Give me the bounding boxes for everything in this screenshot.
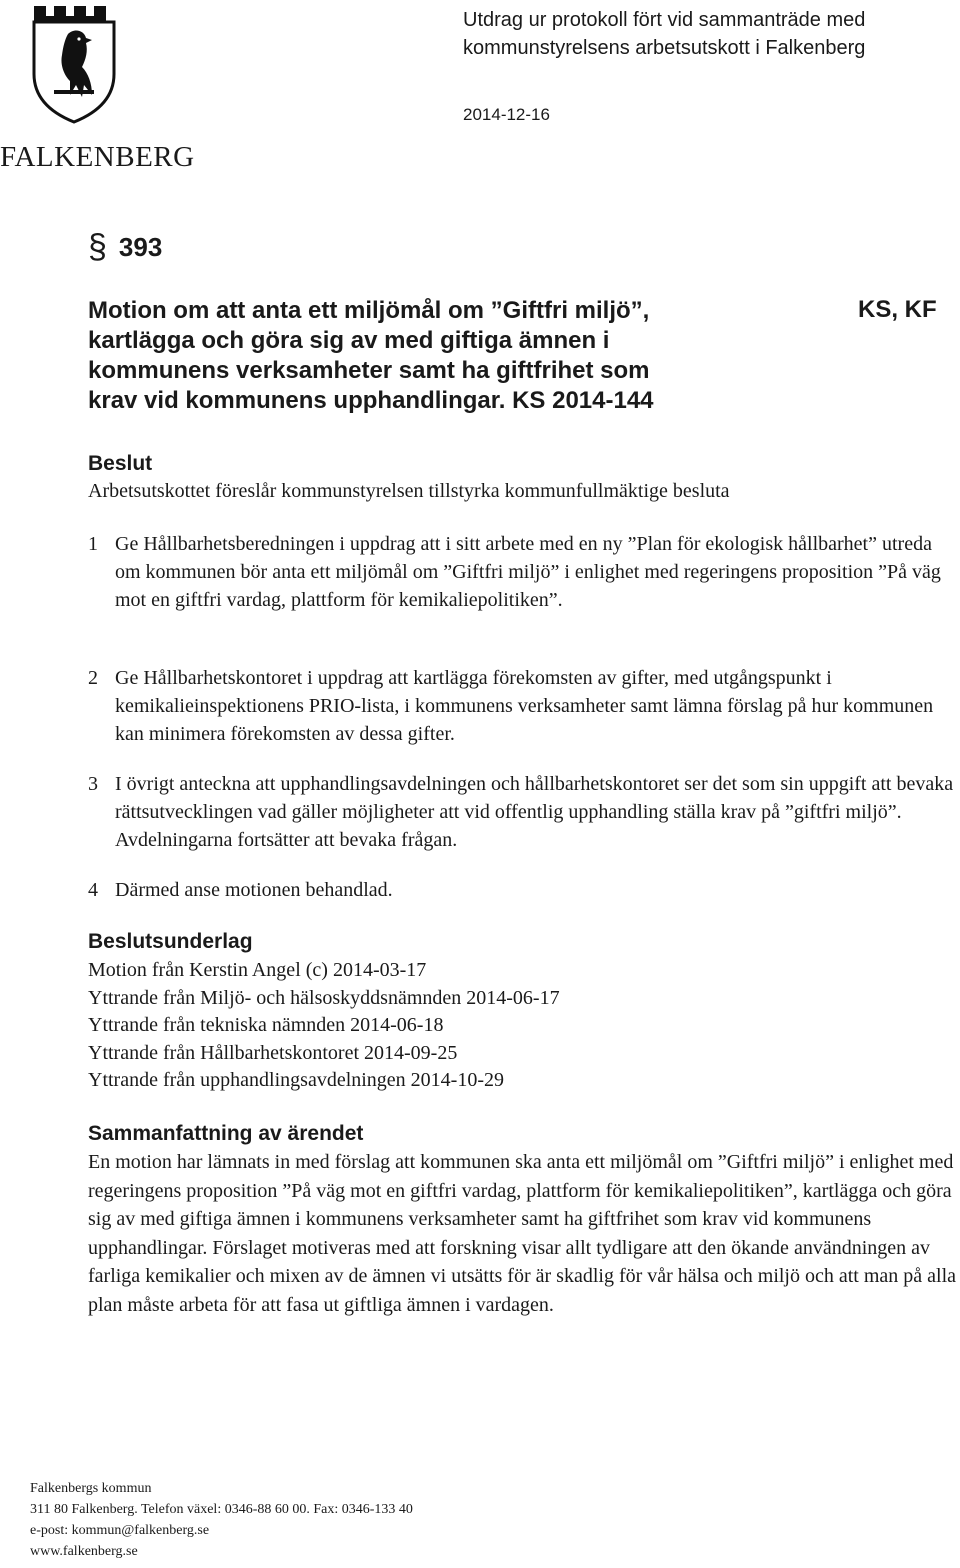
decision-item [88,664,960,748]
recipients: KS, KF [858,296,937,323]
decision-item-number: 1 [88,533,98,555]
motion-title-line2: kartlägga och göra sig av med giftiga ämnen i [88,327,610,354]
section-number-value: 393 [118,232,163,262]
list-item: Motion från Kerstin Angel (c) 2014-03-17 [88,959,427,981]
footer-web[interactable]: www.falkenberg.se [30,1544,138,1559]
meeting-date: 2014-12-16 [463,105,550,124]
footer [30,1478,413,1562]
footer-address: 311 80 Falkenberg. Telefon växel: 0346-88 60 00. Fax: 0346-133 40 [30,1502,413,1517]
header-title-line2: kommunstyrelsens arbetsutskott i Falkenberg [463,37,866,59]
sammanfattning-heading: Sammanfattning av ärendet [88,1122,364,1145]
decision-item [88,530,960,614]
footer-email[interactable]: e-post: kommun@falkenberg.se [30,1523,210,1538]
motion-title-line3: kommunens verksamheter samt ha giftfrihet som [88,357,650,384]
falcon-crest-icon [30,4,118,124]
paragraph-symbol: § [88,228,107,266]
list-item: Yttrande från Hållbarhetskontoret 2014-09-25 [88,1041,458,1064]
list-item: Yttrande från Miljö- och hälsoskyddsnämnden 2014-06-17 [88,986,560,1009]
beslut-heading: Beslut [88,452,153,475]
decision-item-text: I övrigt anteckna att upphandlingsavdelningen och hållbarhetskontoret ser det som sin uppgift att bevaka rättsutvecklingen vad gäller möjligheter att vid offentlig upphandling ställa krav på ”giftfri miljö”. Avdelningarna fortsätter att bevaka frågan. [115,773,954,851]
motion-title-line4: krav vid kommunens upphandlingar. KS 2014-144 [88,387,654,414]
decision-item-number: 3 [88,773,98,795]
decision-item [88,876,960,904]
decision-item-text: Därmed anse motionen behandlad. [115,879,393,901]
motion-title-line1: Motion om att anta ett miljömål om ”Giftfri miljö”, [88,297,650,324]
sammanfattning-text: En motion har lämnats in med förslag att kommunen ska anta ett miljömål om ”Giftfri miljö” i enlighet med regeringens proposition ”På väg mot en giftfri vardag, plattform för kemikaliepolitiken”, kartlägga och göra sig av med giftiga ämnen i kommunens verksamheter samt ha giftfrihet som krav vid kommunens upphandlingar. Förslaget motiveras med att forskning visar allt tydligare att den ökande användningen av farliga kemikalier och mixen av de ämnen vi utsätts för är skadlig för vår hälsa och miljö och att man på alla plan måste arbeta för att fasa ut giftliga ämnen i vardagen. [88,1151,957,1316]
list-item: Yttrande från upphandlingsavdelningen 2014-10-29 [88,1069,505,1091]
list-item: Yttrande från tekniska nämnden 2014-06-18 [88,1014,444,1036]
protocol-header [463,6,953,62]
decision-item-text: Ge Hållbarhetskontoret i uppdrag att kartlägga förekomsten av gifter, med utgångspunkt i kemikalieinspektionens PRIO-lista, i kommunens verksamheter samt lämna förslag på hur kommunen kan minimera förekomsten av dessa gifter. [115,667,934,745]
footer-org: Falkenbergs kommun [30,1481,152,1496]
beslut-intro: Arbetsutskottet föreslår kommunstyrelsen tillstyrka kommunfullmäktige besluta [88,480,730,502]
brand-wordmark: FALKENBERG [0,141,195,173]
header-title-line1: Utdrag ur protokoll fört vid sammanträde med [463,9,866,31]
decision-item-number: 4 [88,879,98,901]
motion-title [88,296,768,416]
section-number [88,228,162,267]
beslutsunderlag-list [88,957,560,1095]
decision-item-number: 2 [88,667,98,689]
beslutsunderlag-heading: Beslutsunderlag [88,930,253,953]
decision-item [88,770,960,854]
decision-item-text: Ge Hållbarhetsberedningen i uppdrag att i sitt arbete med en ny ”Plan för ekologisk hållbarhet” utreda om kommunen bör anta ett miljömål om ”Giftfri miljö” i enlighet med regeringens proposition ”På väg mot en giftfri vardag, plattform för kemikaliepolitiken”. [115,533,941,611]
